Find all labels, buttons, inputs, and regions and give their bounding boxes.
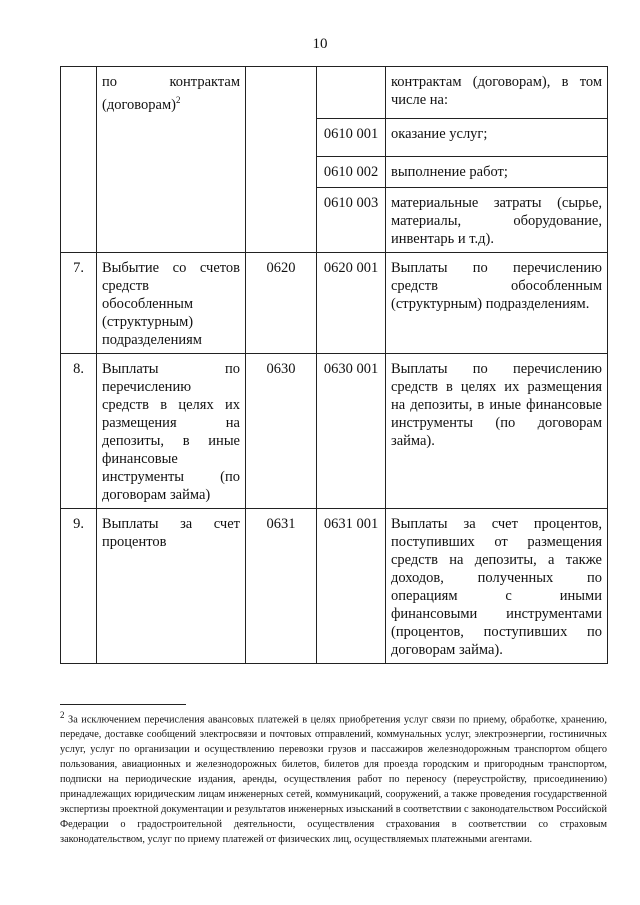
row-subcode	[317, 67, 386, 119]
row-number: 9.	[61, 509, 97, 664]
row-subcode: 0610 001	[317, 119, 386, 157]
table-row	[61, 253, 608, 354]
row-number: 8.	[61, 354, 97, 509]
table-row	[61, 67, 608, 119]
table-row	[61, 354, 608, 509]
row-subcode: 0630 001	[317, 354, 386, 509]
footnote-mark: 2	[60, 710, 65, 720]
footnote	[60, 708, 607, 847]
footnote-text: За исключением перечисления авансовых платежей в целях приобретения услуг связи по приему, обработке, хранению, передаче, доставке сообщений электросвязи и почтовых отправлений, коммунальных услуг, электроэнергии, гостиничных услуг, услуг по организации и осуществлению перевозки грузов и пассажиров железнодорожным транспортом общего пользования, авиационных и железнодорожных билетов, билетов для проезда городским и пригородным транспортом, подписки на периодические издания, аренды, осуществления работ по переносу (переустройству, присоединению) принадлежащих юридическим лицам инженерных сетей, коммуникаций, сооружений, а также проведения государственной экспертизы проектной документации и результатов инженерных изысканий в соответствии с законодательством Российской Федерации о градостроительной деятельности, осуществления страхования в соответствии со страховым законодательством, услуг по приему платежей от физических лиц, осуществляемых платежными агентами.	[60, 714, 607, 846]
row-desc: выполнение работ;	[386, 157, 608, 188]
row-number: 7.	[61, 253, 97, 354]
row-name: Выплаты по перечислению средств в целях их размещения на депозиты, в иные финансовые инструменты (по договорам займа)	[97, 354, 246, 509]
row-subcode: 0610 002	[317, 157, 386, 188]
row-desc: оказание услуг;	[386, 119, 608, 157]
footnote-separator	[60, 704, 186, 705]
row-desc: Выплаты по перечислению средств обособленным (структурным) подразделениям.	[386, 253, 608, 354]
row-desc: материальные затраты (сырье, материалы, оборудование, инвентарь и т.д).	[386, 188, 608, 253]
table-row	[61, 509, 608, 664]
page-number: 10	[312, 36, 328, 52]
classification-table	[60, 66, 608, 664]
row-code: 0631	[246, 509, 317, 664]
row-code	[246, 67, 317, 253]
row-subcode: 0620 001	[317, 253, 386, 354]
row-subcode: 0610 003	[317, 188, 386, 253]
row-number	[61, 67, 97, 253]
row-code: 0630	[246, 354, 317, 509]
row-subcode: 0631 001	[317, 509, 386, 664]
row-name: Выплаты за счет процентов	[97, 509, 246, 664]
footnote-ref[interactable]: 2	[175, 95, 181, 105]
row-code: 0620	[246, 253, 317, 354]
row-desc: Выплаты за счет процентов, поступивших от размещения средств на депозиты, а также доходов, полученных по операциям с иными финансовыми инструментами (процентов, поступивших по договорам займа).	[386, 509, 608, 664]
row-desc: Выплаты по перечислению средств в целях их размещения на депозиты, в иные финансовые инструменты (по договорам займа).	[386, 354, 608, 509]
row-name: по контрактам (договорам)$^2$	[97, 67, 246, 253]
row-desc: контрактам (договорам), в том числе на:	[386, 67, 608, 119]
row-name: Выбытие со счетов средств обособленным (структурным) подразделениям	[97, 253, 246, 354]
